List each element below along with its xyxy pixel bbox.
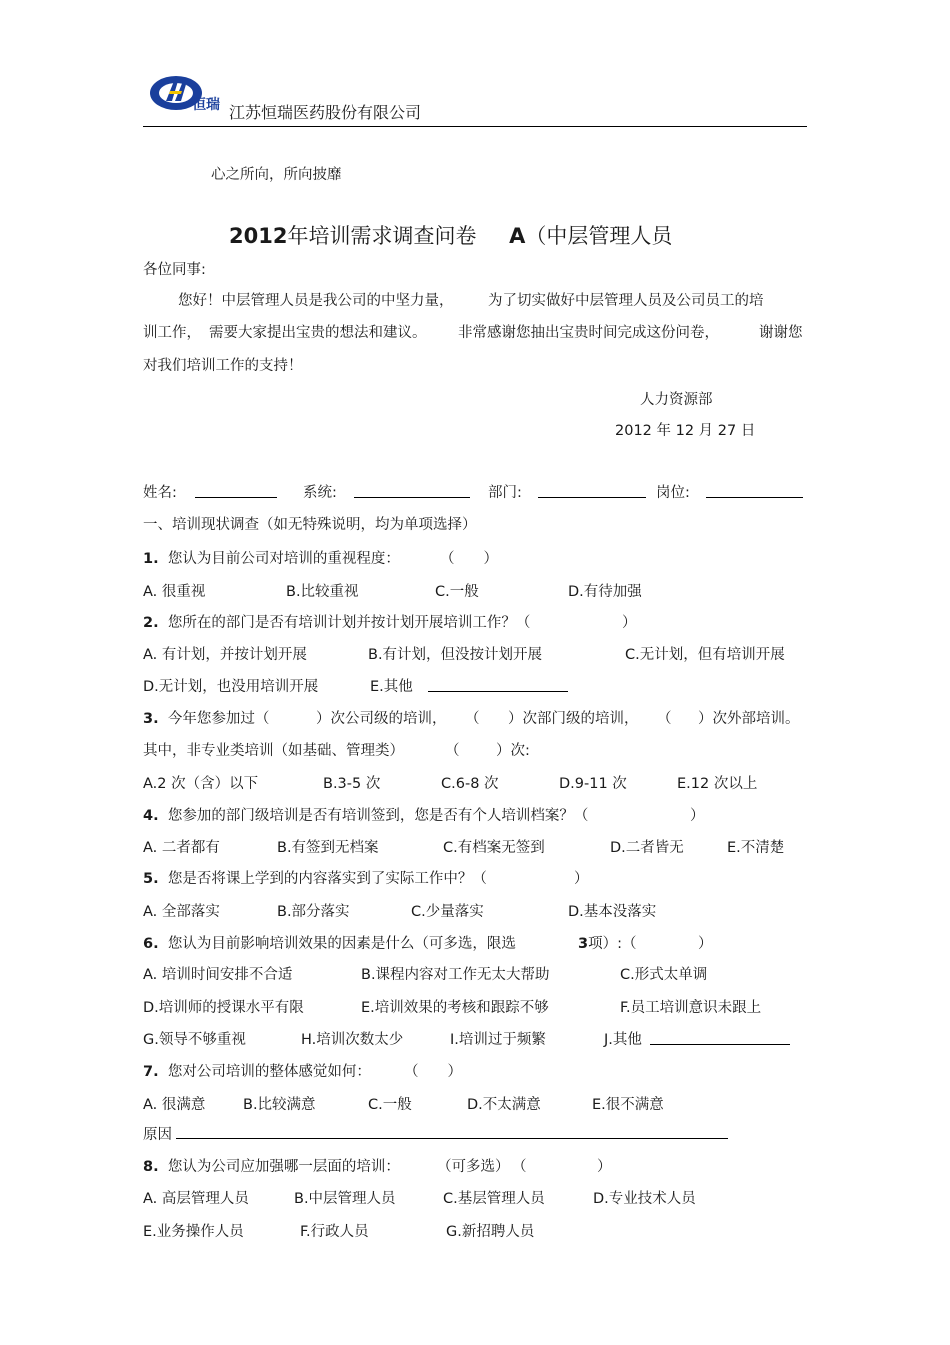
q4-option-a[interactable]: A. 二者都有	[143, 840, 220, 856]
q6-close-paren: ）	[698, 936, 713, 952]
q3-option-b[interactable]: B.3-5 次	[323, 776, 381, 792]
q4-option-b[interactable]: B.有签到无档案	[277, 840, 379, 856]
q7-option-a[interactable]: A. 很满意	[143, 1097, 206, 1113]
section-heading: 一、培训现状调查（如无特殊说明，均为单项选择）	[143, 517, 477, 533]
company-logo	[148, 73, 228, 115]
q5-option-c[interactable]: C.少量落实	[411, 904, 484, 920]
intro-line3: 对我们培训工作的支持！	[143, 358, 303, 374]
sign-dept: 人力资源部	[640, 392, 713, 408]
q6-option-b[interactable]: B.课程内容对工作无太大帮助	[361, 967, 550, 983]
q5-option-b[interactable]: B.部分落实	[277, 904, 350, 920]
q6-option-c[interactable]: C.形式太单调	[620, 967, 708, 983]
company-name: 江苏恒瑞医药股份有限公司	[229, 103, 422, 122]
q8-option-e[interactable]: E.业务操作人员	[143, 1224, 244, 1240]
q6-option-j[interactable]: J.其他	[604, 1032, 642, 1048]
question-5: 5. 您是否将课上学到的内容落实到了实际工作中？（	[143, 871, 487, 887]
intro-line2d: 谢谢您	[759, 325, 803, 341]
q2-option-d[interactable]: D.无计划，也没用培训开展	[143, 679, 319, 695]
q1-option-d[interactable]: D.有待加强	[568, 584, 642, 600]
q6-option-a[interactable]: A. 培训时间安排不合适	[143, 967, 293, 983]
logo-text: 恒瑞	[192, 97, 220, 113]
q3-option-d[interactable]: D.9-11 次	[559, 776, 627, 792]
q8-option-d[interactable]: D.专业技术人员	[593, 1191, 696, 1207]
q6-option-i[interactable]: I.培训过于频繁	[450, 1032, 546, 1048]
name-label: 姓名:	[143, 485, 177, 501]
post-label: 岗位:	[656, 485, 690, 501]
intro-line1a: 您好！中层管理人员是我公司的中坚力量，	[178, 293, 454, 309]
q3-option-e[interactable]: E.12 次以上	[677, 776, 758, 792]
dept-field[interactable]	[538, 483, 646, 498]
q3-option-c[interactable]: C.6-8 次	[441, 776, 499, 792]
q7-answer-paren[interactable]: （ ）	[404, 1064, 462, 1080]
header-divider	[143, 126, 807, 127]
post-field[interactable]	[706, 483, 803, 498]
q7-option-e[interactable]: E.很不满意	[592, 1097, 664, 1113]
q3-line2: 其中，非专业类培训（如基础、管理类）	[143, 743, 404, 759]
name-field[interactable]	[195, 483, 277, 498]
q3-line2-close: ）次:	[496, 743, 530, 759]
q8-option-f[interactable]: F.行政人员	[300, 1224, 369, 1240]
q6-option-g[interactable]: G.领导不够重视	[143, 1032, 246, 1048]
question-4: 4. 您参加的部门级培训是否有培训签到，您是否有个人培训档案？（	[143, 808, 589, 824]
q3-text-c: （	[465, 711, 480, 727]
question-7: 7. 您对公司培训的整体感觉如何：	[143, 1064, 371, 1080]
q5-close-paren: ）	[574, 871, 589, 887]
q6-option-e[interactable]: E.培训效果的考核和跟踪不够	[361, 1000, 549, 1016]
q4-close-paren: ）	[690, 808, 705, 824]
q8-option-a[interactable]: A. 高层管理人员	[143, 1191, 249, 1207]
dept-label: 部门:	[488, 485, 522, 501]
q4-option-c[interactable]: C.有档案无签到	[443, 840, 545, 856]
q6-other-field[interactable]	[650, 1030, 790, 1045]
q7-reason-field[interactable]	[176, 1124, 728, 1139]
q1-answer-paren[interactable]: （ ）	[440, 551, 498, 567]
q6-option-f[interactable]: F.员工培训意识未跟上	[620, 1000, 762, 1016]
q4-option-d[interactable]: D.二者皆无	[610, 840, 684, 856]
q8-option-c[interactable]: C.基层管理人员	[443, 1191, 545, 1207]
motto: 心之所向，所向披靡	[211, 167, 342, 183]
system-field[interactable]	[354, 483, 470, 498]
greeting: 各位同事:	[143, 262, 206, 278]
q1-option-a[interactable]: A. 很重视	[143, 584, 206, 600]
question-8: 8. 您认为公司应加强哪一层面的培训：	[143, 1159, 400, 1175]
q5-option-d[interactable]: D.基本没落实	[568, 904, 657, 920]
question-1: 1. 您认为目前公司对培训的重视程度：	[143, 551, 400, 567]
question-3: 3. 今年您参加过（	[143, 711, 270, 727]
q2-option-e[interactable]: E.其他	[370, 679, 413, 695]
q3-text-f: ）次外部培训。	[698, 711, 800, 727]
page-title: 2012年培训需求调查问卷 A（中层管理人员	[229, 224, 673, 248]
q8-open-paren: （	[512, 1159, 527, 1175]
q6-option-h[interactable]: H.培训次数太少	[301, 1032, 404, 1048]
question-2: 2. 您所在的部门是否有培训计划并按计划开展培训工作？（	[143, 615, 531, 631]
q3-line2-open: （	[445, 743, 460, 759]
q7-option-c[interactable]: C.一般	[368, 1097, 412, 1113]
intro-line2a: 训工作，	[143, 325, 201, 341]
question-6: 6. 您认为目前影响培训效果的因素是什么（可多选，限选	[143, 936, 516, 952]
q3-text-b: ）次公司级的培训，	[316, 711, 447, 727]
intro-line2c: 非常感谢您抽出宝贵时间完成这份问卷，	[458, 325, 719, 341]
q8-multi-note: （可多选）	[437, 1159, 510, 1175]
q7-option-d[interactable]: D.不太满意	[467, 1097, 541, 1113]
q2-other-field[interactable]	[428, 677, 568, 692]
q4-option-e[interactable]: E.不清楚	[727, 840, 785, 856]
q8-option-g[interactable]: G.新招聘人员	[446, 1224, 535, 1240]
q1-option-c[interactable]: C.一般	[435, 584, 479, 600]
intro-line1b: 为了切实做好中层管理人员及公司员工的培	[488, 293, 764, 309]
sign-date: 2012 年 12 月 27 日	[615, 423, 756, 439]
q8-close-paren: ）	[597, 1159, 612, 1175]
q2-option-a[interactable]: A. 有计划，并按计划开展	[143, 647, 307, 663]
q3-option-a[interactable]: A.2 次（含）以下	[143, 776, 259, 792]
q8-option-b[interactable]: B.中层管理人员	[294, 1191, 396, 1207]
q6-option-d[interactable]: D.培训师的授课水平有限	[143, 1000, 304, 1016]
q2-option-b[interactable]: B.有计划，但没按计划开展	[368, 647, 543, 663]
q5-option-a[interactable]: A. 全部落实	[143, 904, 220, 920]
q7-option-b[interactable]: B.比较满意	[243, 1097, 316, 1113]
q6-limit: 3项）:（	[578, 936, 637, 952]
system-label: 系统:	[303, 485, 337, 501]
q2-close-paren: ）	[622, 615, 637, 631]
q7-reason-label: 原因	[143, 1127, 172, 1143]
q1-option-b[interactable]: B.比较重视	[286, 584, 359, 600]
q3-text-d: ）次部门级的培训，	[508, 711, 639, 727]
q2-option-c[interactable]: C.无计划，但有培训开展	[625, 647, 785, 663]
intro-line2b: 需要大家提出宝贵的想法和建议。	[209, 325, 427, 341]
q3-text-e: （	[657, 711, 672, 727]
